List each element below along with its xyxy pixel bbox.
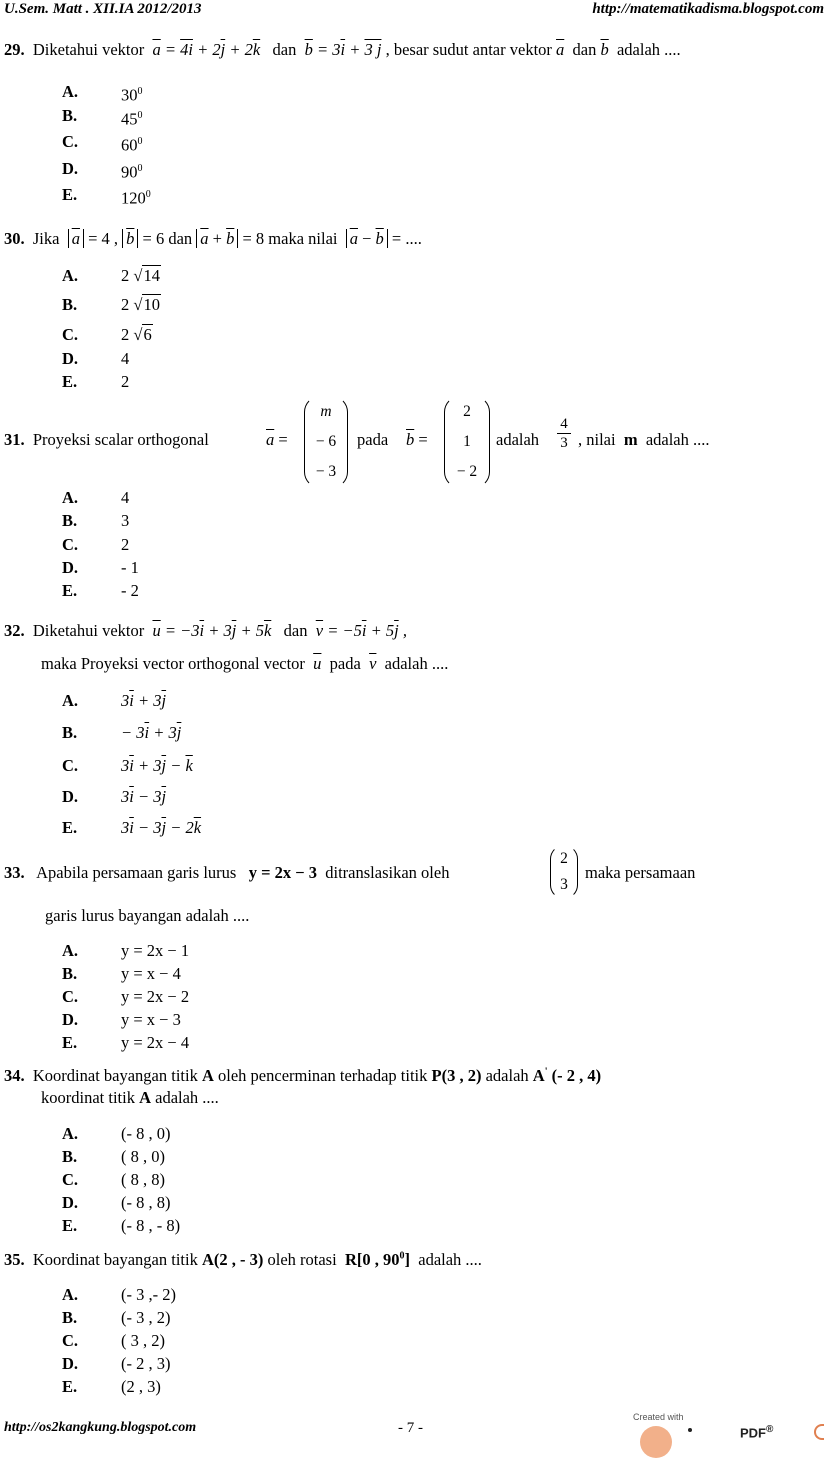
option-a[interactable]: A. 2 √14 [62,266,160,285]
question-32: 32. Diketahui vektor $\overline{u} = -3\overline{i} + 3\overline{j} + 5\overline{k}$ dan $\overline{v} = -5\overline{i} + 5\overline{j}$ , [4,621,407,640]
option-b[interactable]: B. $45^0$ [62,106,143,129]
option-b[interactable]: B. − $3\overline{i} + 3\overline{j}$ [62,723,182,742]
footer-link[interactable]: http://os2kangkung.blogspot.com [4,1420,197,1435]
question-35: 35. Koordinat bayangan titik A(2 , - 3) oleh rotasi R[0 , $90^0$] adalah .... [4,1250,482,1269]
option-a[interactable]: A. $30^0$ [62,82,143,105]
option-e[interactable]: E. (2 , 3) [62,1377,161,1396]
option-a[interactable]: A. (- 3 ,- 2) [62,1285,176,1304]
question-31: 31. Proyeksi scalar orthogonal [4,430,209,449]
question-number: 29. [4,40,25,59]
fraction: $\frac{4}{3}$ [557,415,571,452]
page-number: - 7 - [398,1420,423,1436]
question-33: 33. Apabila persamaan garis lurus y = 2x − 3 ditranslasikan oleh [4,863,450,882]
created-with-label: Created with [633,1412,684,1422]
option-e[interactable]: E. $3\overline{i} - 3\overline{j} - 2\overline{k}$ [62,818,202,837]
option-c[interactable]: C. $60^0$ [62,132,143,155]
option-d[interactable]: D. (- 8 , 8) [62,1193,171,1212]
option-c[interactable]: C. $3\overline{i} + 3\overline{j} - \overline{k}$ [62,756,193,775]
option-b[interactable]: B. ( 8 , 0) [62,1147,165,1166]
dot-icon [688,1428,692,1432]
option-e[interactable]: E. (- 8 , - 8) [62,1216,181,1235]
option-d[interactable]: D. - 1 [62,558,139,577]
pdf-brand: PDF® [740,1424,774,1441]
question-30: 30. Jika $\overline{a} = 4$ , $\overline{b} = 6$ dan $\overline{a} + \overline{b} = 8$ maka nilai $\overline{a} - \overline{b}$ = .... [4,229,422,248]
option-d[interactable]: D. (- 2 , 3) [62,1354,171,1373]
option-b[interactable]: B. 3 [62,511,130,530]
question-34: 34. Koordinat bayangan titik A oleh pencerminan terhadap titik P(3 , 2) adalah A' (- 2 , 4) [4,1066,602,1085]
option-c[interactable]: C. ( 3 , 2) [62,1331,165,1350]
option-d[interactable]: D. y = x − 3 [62,1010,181,1029]
option-b[interactable]: B. 2 √10 [62,295,160,314]
option-c[interactable]: C. ( 8 , 8) [62,1170,165,1189]
option-a[interactable]: A. $3\overline{i} + 3\overline{j}$ [62,691,167,710]
option-a[interactable]: A. y = 2x − 1 [62,941,190,960]
option-e[interactable]: E. $120^0$ [62,185,151,208]
option-e[interactable]: E. - 2 [62,581,139,600]
option-b[interactable]: B. y = x − 4 [62,964,181,983]
header-right: http://matematikadisma.blogspot.com [592,1,824,17]
vector-a-matrix: m − 6 − 3 [304,396,348,488]
option-d[interactable]: D. $90^0$ [62,159,143,182]
question-29: 29. Diketahui vektor $\overline{a} = 4i + 2\overline{j} + 2\overline{k}$ dan $\overline{b} = 3\overline{i} + 3$ j , besar sudut antar vektor $\overline{a}$ dan $\overline{b}$ adalah .... [4,40,681,59]
option-e[interactable]: E. 2 [62,372,130,391]
pdf-logo-icon [640,1426,672,1458]
option-d[interactable]: D. 4 [62,349,130,368]
option-d[interactable]: D. $3\overline{i} - 3\overline{j}$ [62,787,167,806]
header-left: U.Sem. Matt . XII.IA 2012/2013 [4,1,202,17]
option-b[interactable]: B. (- 3 , 2) [62,1308,171,1327]
question-text: Diketahui vektor [32,40,145,59]
option-c[interactable]: C. y = 2x − 2 [62,987,190,1006]
option-a[interactable]: A. (- 8 , 0) [62,1124,171,1143]
option-c[interactable]: C. 2 √6 [62,325,152,344]
vector-b-matrix: 2 1 − 2 [444,396,490,488]
option-e[interactable]: E. y = 2x − 4 [62,1033,190,1052]
translation-matrix: 2 3 [550,845,578,899]
option-a[interactable]: A. 4 [62,488,130,507]
option-c[interactable]: C. 2 [62,535,130,554]
